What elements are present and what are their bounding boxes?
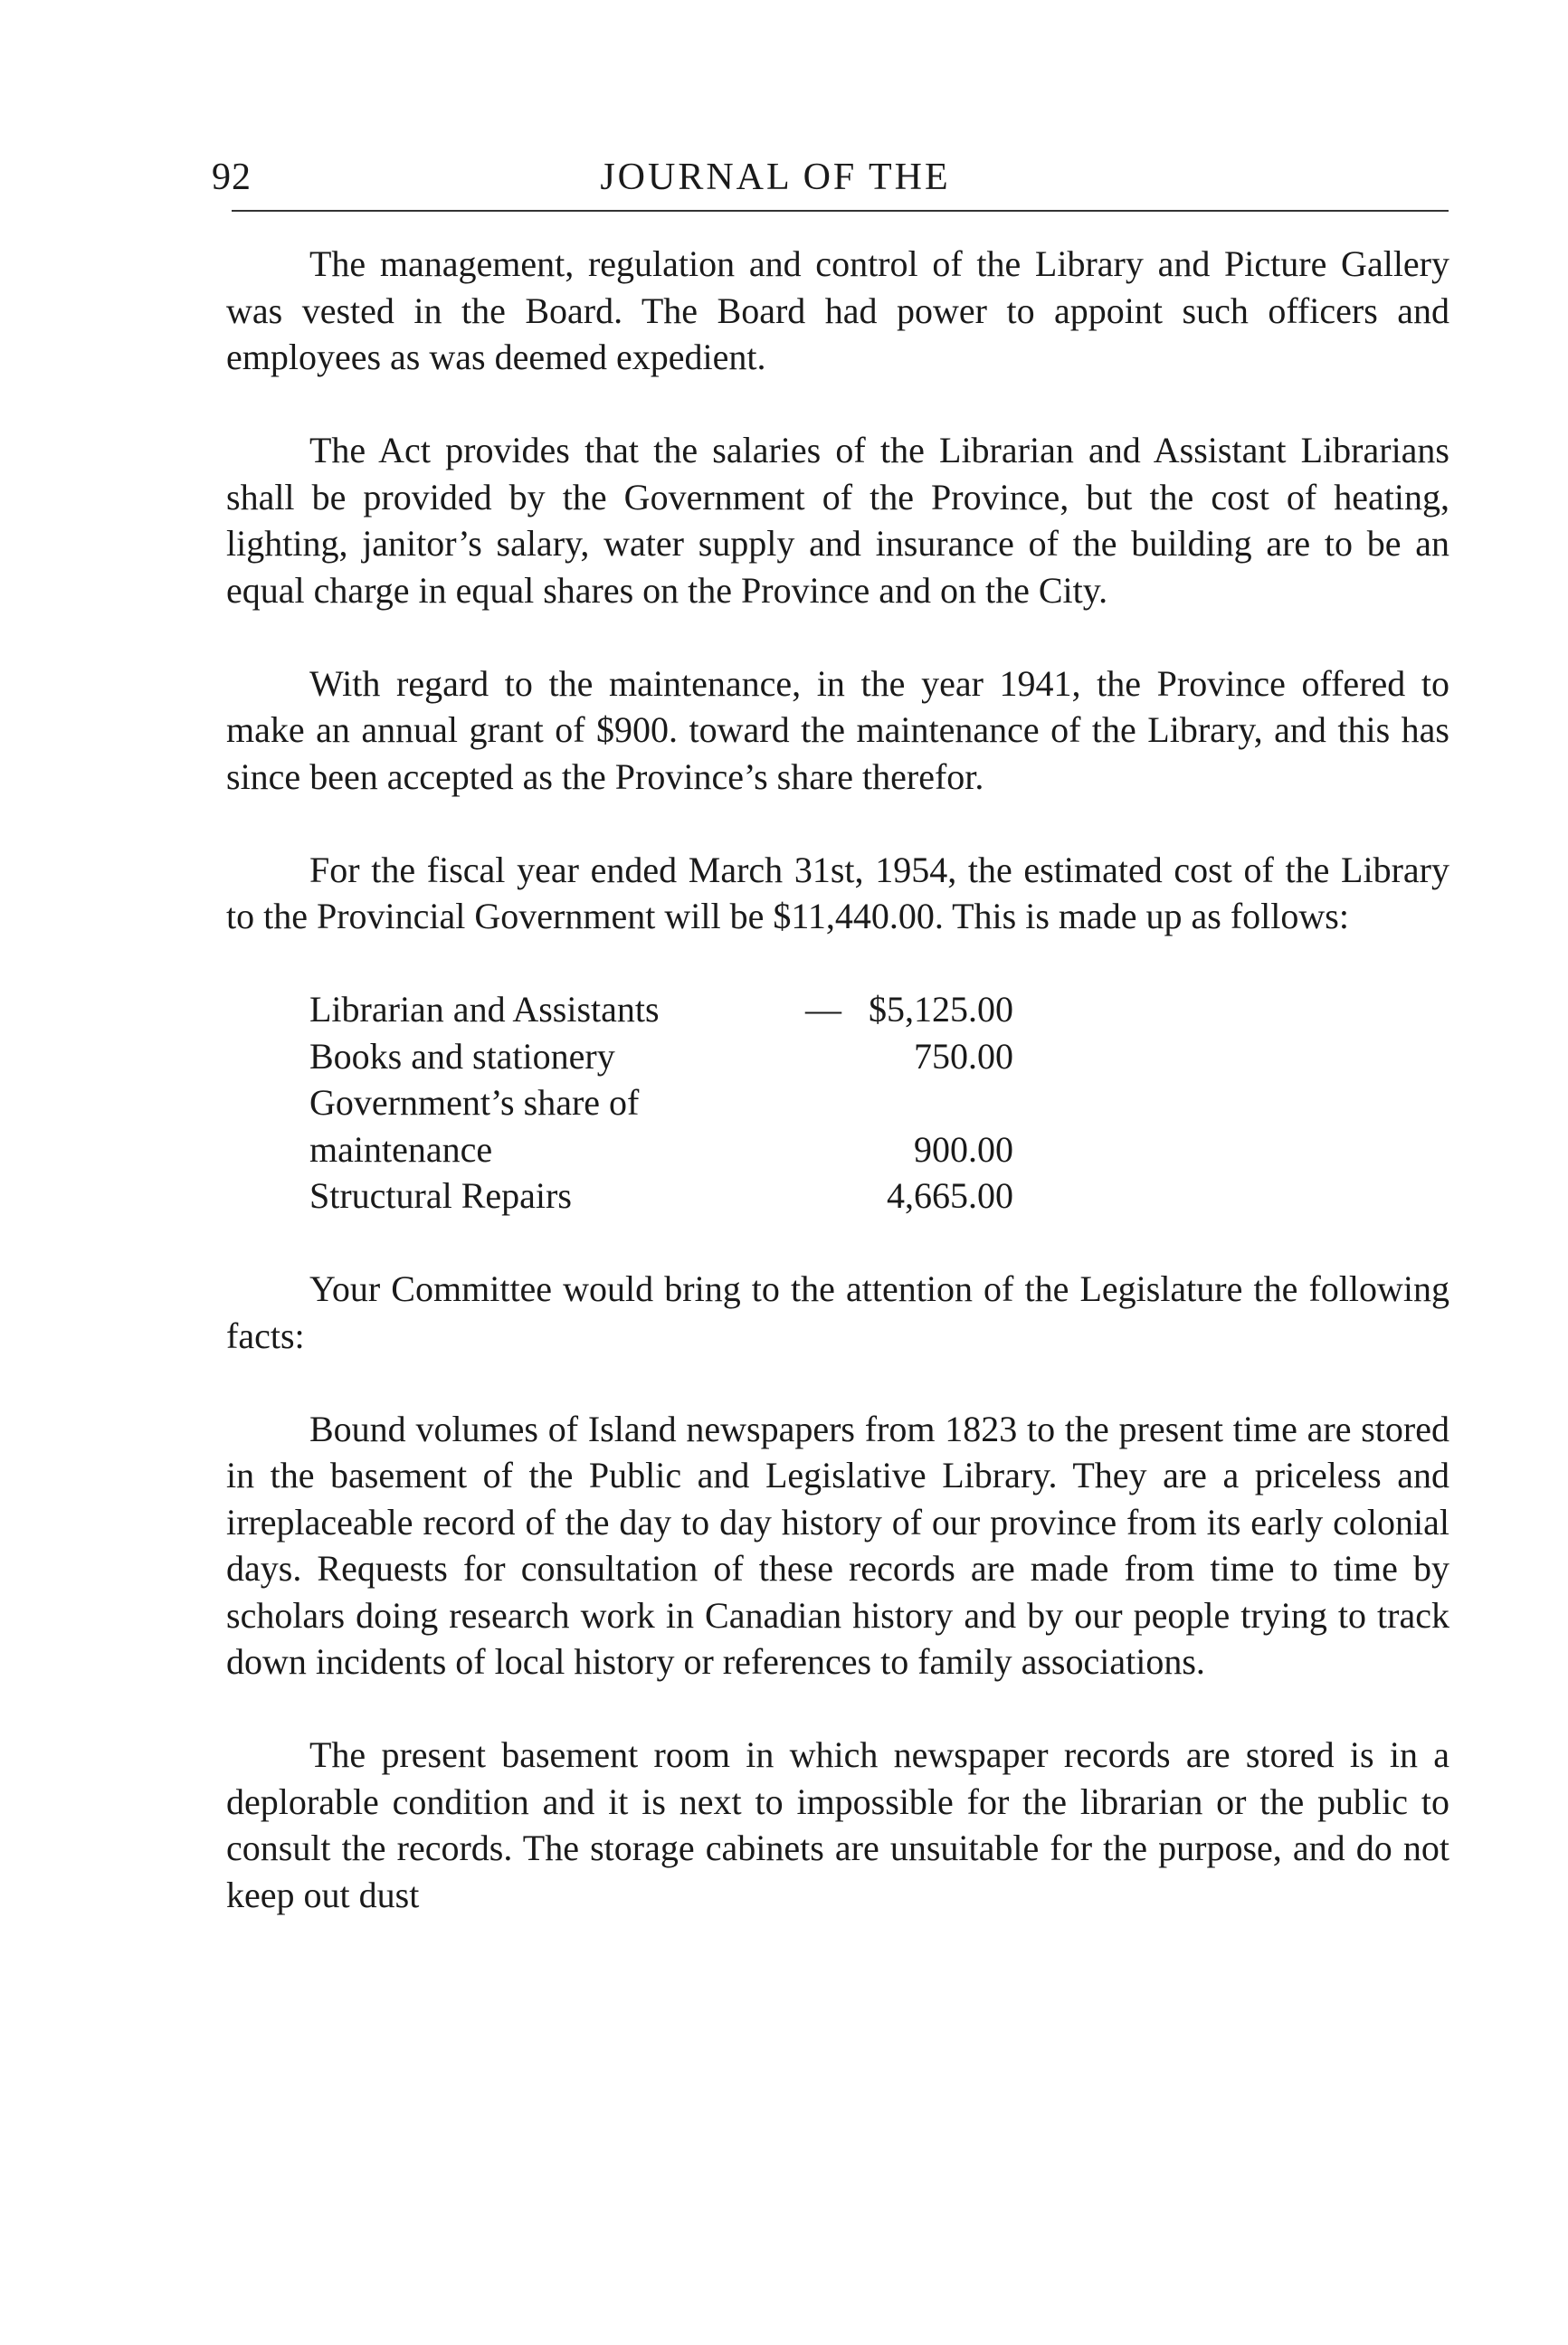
table-row <box>309 1079 1013 1126</box>
page-header <box>212 152 1448 215</box>
cost-amount: $5,125.00 <box>869 989 1013 1030</box>
cost-item: Government’s share of <box>309 1082 640 1123</box>
cost-amount <box>843 1079 1013 1126</box>
cost-item: maintenance <box>309 1128 493 1170</box>
cost-dash <box>805 1033 843 1080</box>
table-row <box>309 1033 1013 1080</box>
cost-amount: 750.00 <box>914 1035 1013 1077</box>
paragraph-fiscal-year-cost: For the fiscal year ended March 31st, 1954, the estimated cost of the Library to the Provincial Government will be $11,440.00. This is made up as follows: <box>226 849 1449 936</box>
page-body <box>226 241 1449 1918</box>
cost-amount: 4,665.00 <box>887 1175 1013 1216</box>
paragraph-basement-condition: The present basement room in which newspaper records are stored is in a deplorable condition and it is next to impossible for the librarian or the public to consult the records. The storage cabinets are unsuitable for the purpose, and do not keep out dust <box>226 1734 1449 1915</box>
cost-dash <box>805 1126 843 1173</box>
table-row <box>309 986 1013 1033</box>
table-row <box>309 1172 1013 1220</box>
cost-dash <box>805 1172 843 1220</box>
cost-breakdown-table <box>309 986 1013 1220</box>
cost-amount: 900.00 <box>914 1128 1013 1170</box>
cost-item: Books and stationery <box>309 1035 615 1077</box>
header-rule <box>232 210 1449 212</box>
cost-item: Structural Repairs <box>309 1175 572 1216</box>
running-title: JOURNAL OF THE <box>600 157 951 198</box>
cost-dash <box>805 1079 843 1126</box>
paragraph-act-provisions: The Act provides that the salaries of the Librarian and Assistant Librarians shall be provided by the Government of the Province, but the cost of heating, lighting, janitor’s salary, water supply and insurance of the building are to be an equal charge in equal shares on the Province and on the City. <box>226 430 1449 611</box>
paragraph-maintenance-grant: With regard to the maintenance, in the year 1941, the Province offered to make an annual grant of $900. toward the maintenance of the Library, and this has since been accepted as the Province’s share therefor. <box>226 662 1449 797</box>
page-number: 92 <box>212 157 252 198</box>
paragraph-management: The management, regulation and control of the Library and Picture Gallery was vested in the Board. The Board had power to appoint such officers and employees as was deemed expedient. <box>226 243 1449 377</box>
paragraph-committee-facts: Your Committee would bring to the attention of the Legislature the following facts: <box>226 1268 1449 1356</box>
cost-dash: — <box>805 989 841 1030</box>
table-row <box>309 1126 1013 1173</box>
cost-item: Librarian and Assistants <box>309 989 660 1030</box>
paragraph-bound-volumes: Bound volumes of Island newspapers from 1823 to the present time are stored in the basement of the Public and Legislative Library. They are a priceless and irreplaceable record of the day to day history of our province from its early colonial days. Requests for consultation of these records are made from time to time by scholars doing research work in Canadian history and by our people trying to track down incidents of local history or references to family associations. <box>226 1408 1449 1682</box>
